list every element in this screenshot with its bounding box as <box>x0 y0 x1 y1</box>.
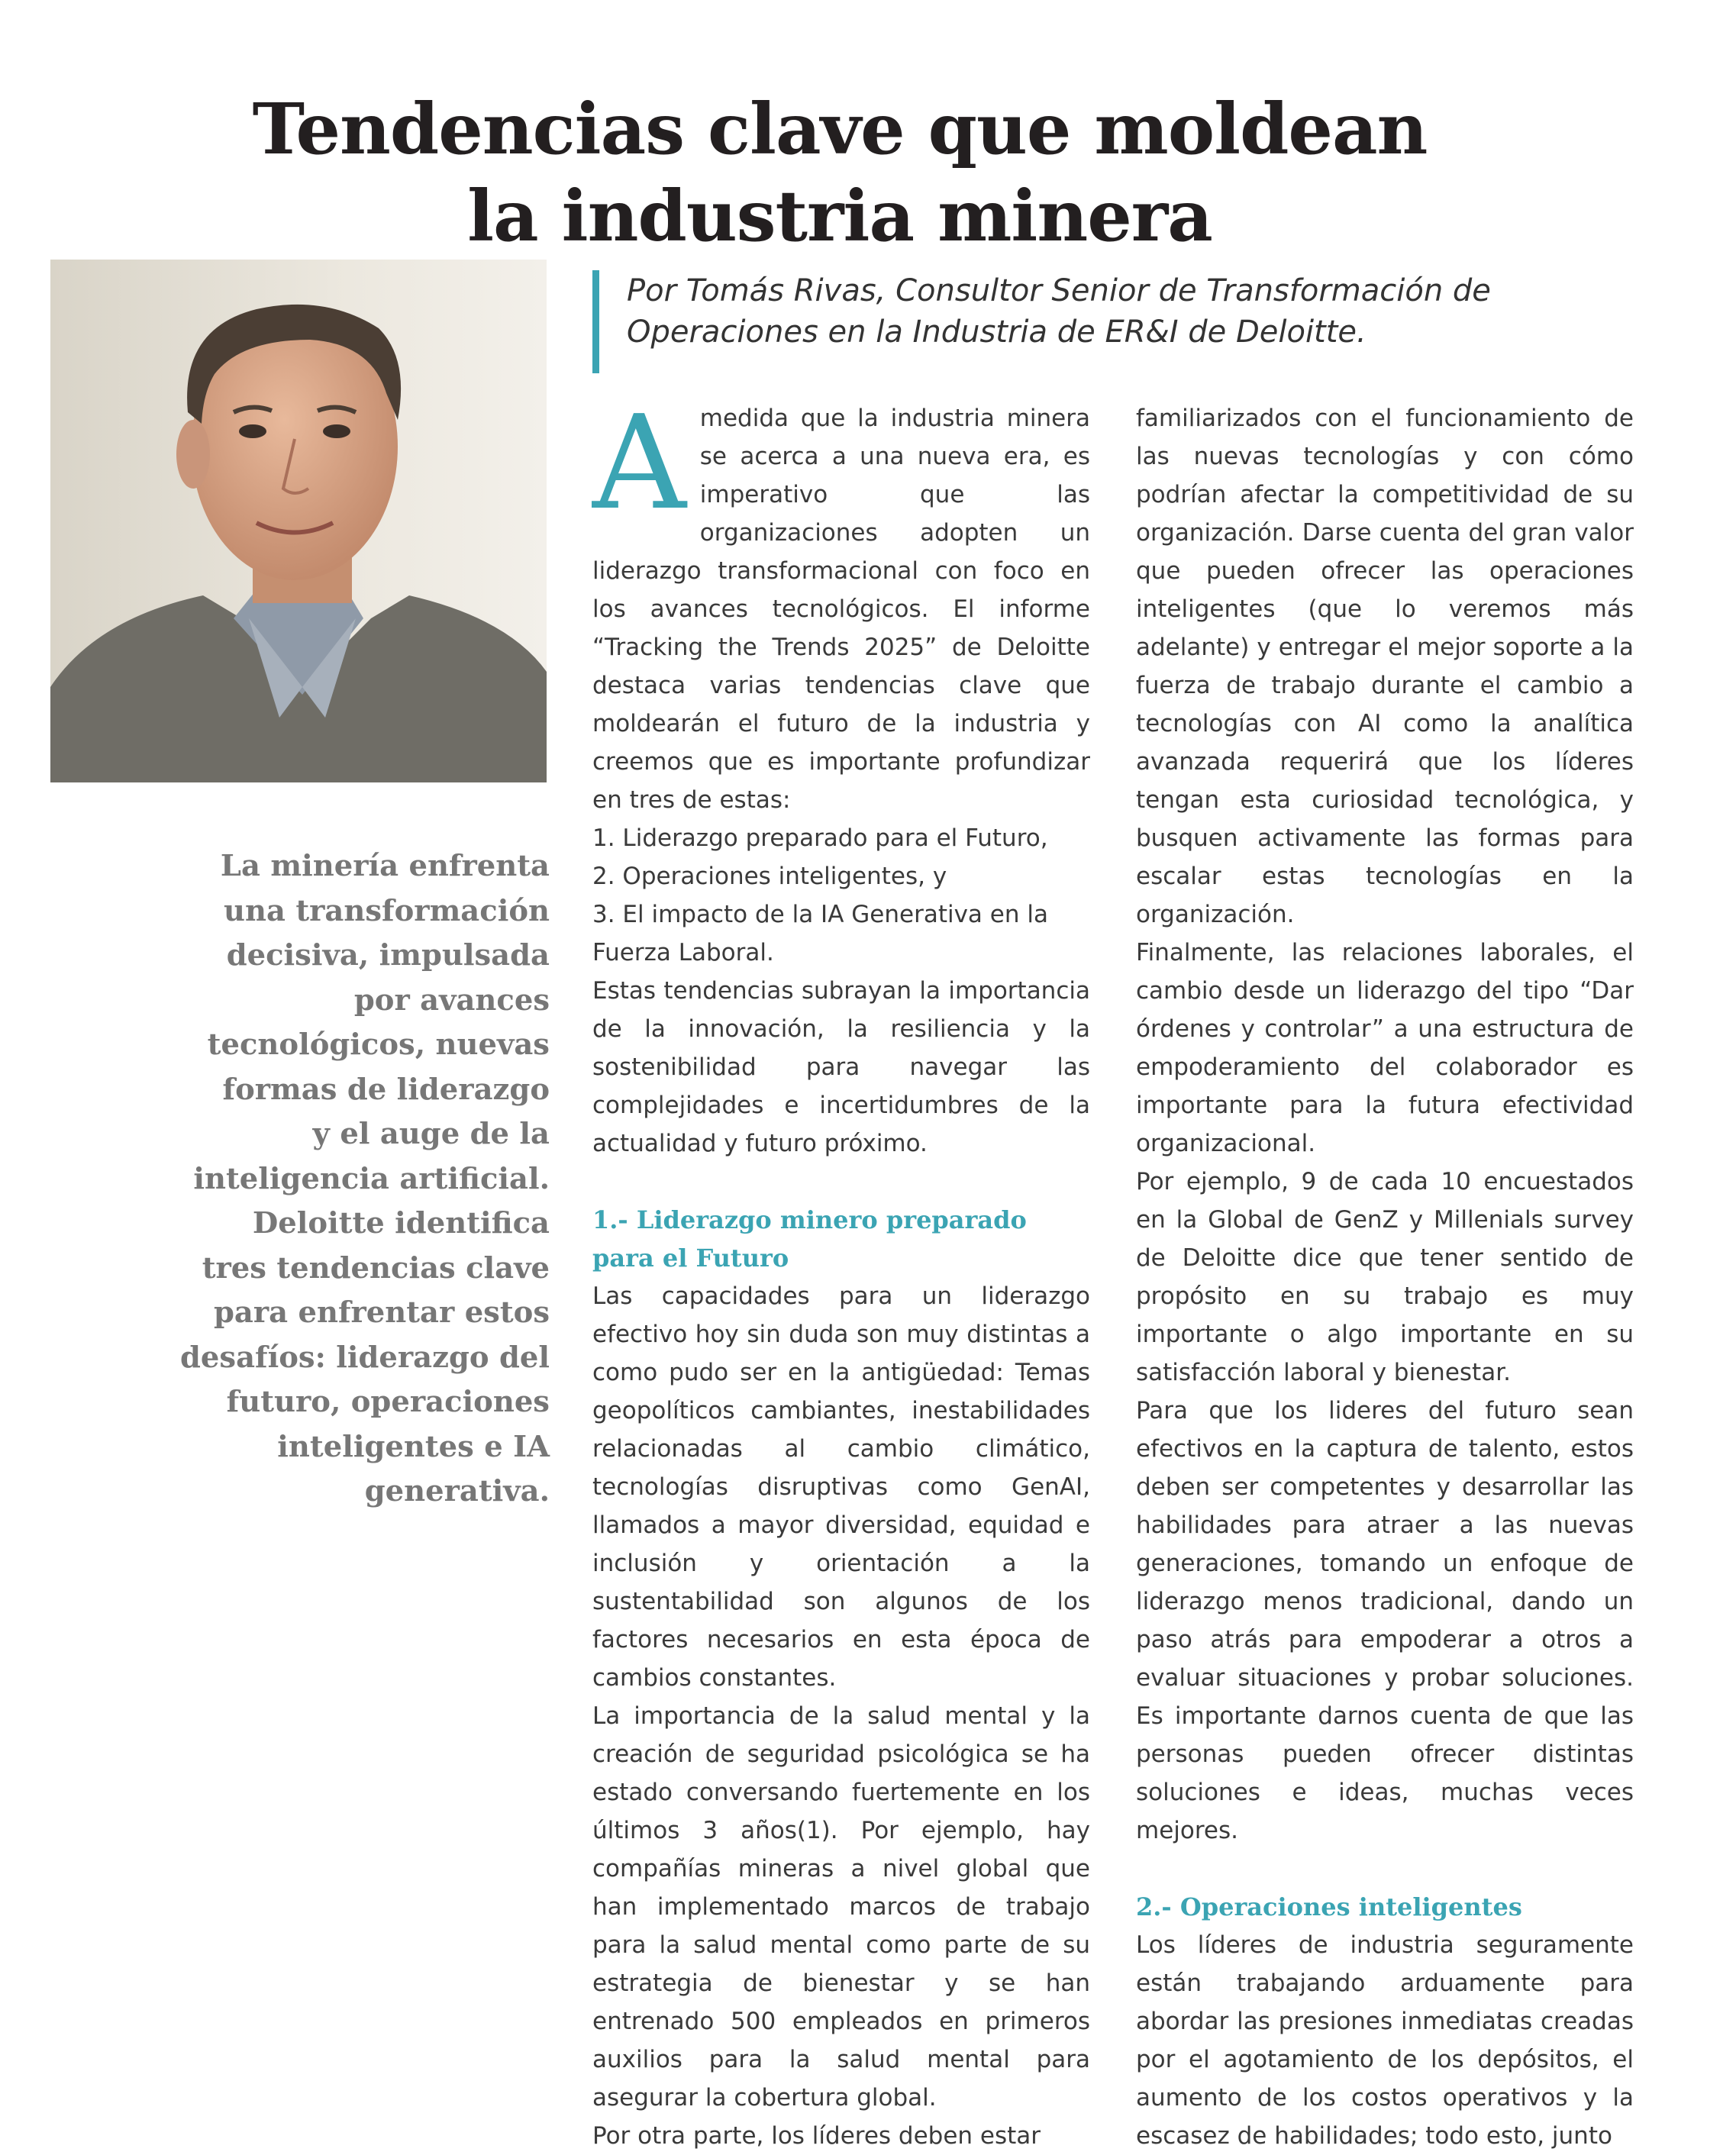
drop-cap: A <box>592 388 686 539</box>
pull-quote-line: desafíos: liderazgo del <box>180 1340 550 1375</box>
pull-quote-line: inteligencia artificial. <box>193 1161 550 1196</box>
pull-quote-line: decisiva, impulsada <box>226 938 550 973</box>
article-title-line: la industria minera <box>467 175 1212 257</box>
article-title <box>229 85 1450 260</box>
body-paragraph: Por ejemplo, 9 de cada 10 encuestados en la Global de GenZ y Millenials survey de Deloitte dice que tener sentido de propósito en su trabajo es muy importante o algo importante en su satisfacción laboral y bienestar. <box>1136 1168 1634 1386</box>
trend-list-item: 2. Operaciones inteligentes, y <box>592 863 947 890</box>
pull-quote-line: para enfrentar estos <box>213 1295 550 1330</box>
pull-quote-line: futuro, operaciones <box>226 1385 550 1419</box>
body-column-right <box>1136 399 1634 2155</box>
pull-quote-line: tres tendencias clave <box>202 1250 550 1286</box>
pull-quote-line: formas de liderazgo <box>222 1072 550 1107</box>
pull-quote <box>153 844 550 1515</box>
pull-quote-line: una transformación <box>224 893 550 928</box>
pull-quote-line: La minería enfrenta <box>220 849 550 883</box>
pull-quote-line: inteligentes e IA <box>277 1429 550 1464</box>
pull-quote-line: generativa. <box>364 1474 550 1508</box>
body-paragraph: Los líderes de industria seguramente están trabajando arduamente para abordar las presiones inmediatas creadas por el agotamiento de los depósitos, el aumento de los costos operativos y la escasez de habilidades; todo esto, junto <box>1136 1931 1634 2150</box>
pull-quote-line: y el auge de la <box>312 1117 550 1151</box>
body-paragraph: familiarizados con el funcionamiento de las nuevas tecnologías y con cómo podrían afectar la competitividad de su organización. Darse cuenta del gran valor que pueden ofrecer las operaciones inteligentes (que lo veremos más adelante) y entregar el mejor soporte a la fuerza de trabajo durante el cambio a tecnologías con AI como la analítica avanzada requerirá que los líderes tengan esta curiosidad tecnológica, y busquen activamente las formas para escalar estas tecnologías en la organización. <box>1136 405 1634 928</box>
author-portrait-photo <box>50 260 547 782</box>
author-byline-line: Operaciones en la Industria de ER&I de Deloitte. <box>627 315 1367 350</box>
intro-paragraph <box>592 388 1090 819</box>
trend-list-item: 3. El impacto de la IA Generativa en la Fuerza Laboral. <box>592 901 1048 966</box>
article-title-line: Tendencias clave que moldean <box>252 88 1428 170</box>
trend-list-item: 1. Liderazgo preparado para el Futuro, <box>592 824 1048 852</box>
body-paragraph: Finalmente, las relaciones laborales, el cambio desde un liderazgo del tipo “Dar órdenes y controlar” a una estructura de empoderamiento del colaborador es importante para la futura efectividad organizacional. <box>1136 939 1634 1157</box>
author-byline-line: Por Tomás Rivas, Consultor Senior de Transformación de <box>627 273 1491 308</box>
body-paragraph: Por otra parte, los líderes deben estar <box>592 2122 1041 2150</box>
pull-quote-line: por avances <box>353 982 550 1018</box>
body-paragraph: Estas tendencias subrayan la importancia de la innovación, la resiliencia y la sostenibilidad para navegar las complejidades e incertidumbres de la actualidad y futuro próximo. <box>592 977 1090 1157</box>
intro-paragraph-text: medida que la industria minera se acerca a una nueva era, es imperativo que las organizaciones adopten un liderazgo transformacional con foco en los avances tecnológicos. El informe “Tracking the Trends 2025” de Deloitte destaca varias tendencias clave que moldearán el futuro de la industria y creemos que es importante profundizar en tres de estas: <box>592 405 1090 814</box>
body-paragraph: La importancia de la salud mental y la creación de seguridad psicológica se ha estado conversando fuertemente en los últimos 3 años(1). Por ejemplo, hay compañías mineras a nivel global que han implementado marcos de trabajo para la salud mental como parte de su estrategia de bienestar y se han entrenado 500 empleados en primeros auxilios para la salud mental para asegurar la cobertura global. <box>592 1702 1090 2111</box>
author-byline <box>592 270 1491 373</box>
section-heading-leadership: 1.- Liderazgo minero preparado para el Futuro <box>592 1205 1027 1273</box>
body-paragraph: Para que los lideres del futuro sean efectivos en la captura de talento, estos deben ser competentes y desarrollar las habilidades para atraer a las nuevas generaciones, tomando un enfoque de liderazgo menos tradicional, dando un paso atrás para empoderar a otros a evaluar situaciones y probar soluciones. Es importante darnos cuenta de que las personas pueden ofrecer distintas soluciones e ideas, muchas veces mejores. <box>1136 1397 1634 1844</box>
body-column-left <box>592 388 1090 2155</box>
body-paragraph: Las capacidades para un liderazgo efectivo hoy sin duda son muy distintas a como pudo ser en la antigüedad: Temas geopolíticos cambiantes, inestabilidades relacionadas al cambio climático, tecnologías disruptivas como GenAI, llamados a mayor diversidad, equidad e inclusión y orientación a la sustentabilidad son algunos de los factores necesarios en esta época de cambios constantes. <box>592 1282 1090 1692</box>
pull-quote-line: Deloitte identifica <box>252 1206 550 1240</box>
pull-quote-line: tecnológicos, nuevas <box>207 1027 550 1062</box>
section-heading-smart-operations: 2.- Operaciones inteligentes <box>1136 1892 1522 1921</box>
